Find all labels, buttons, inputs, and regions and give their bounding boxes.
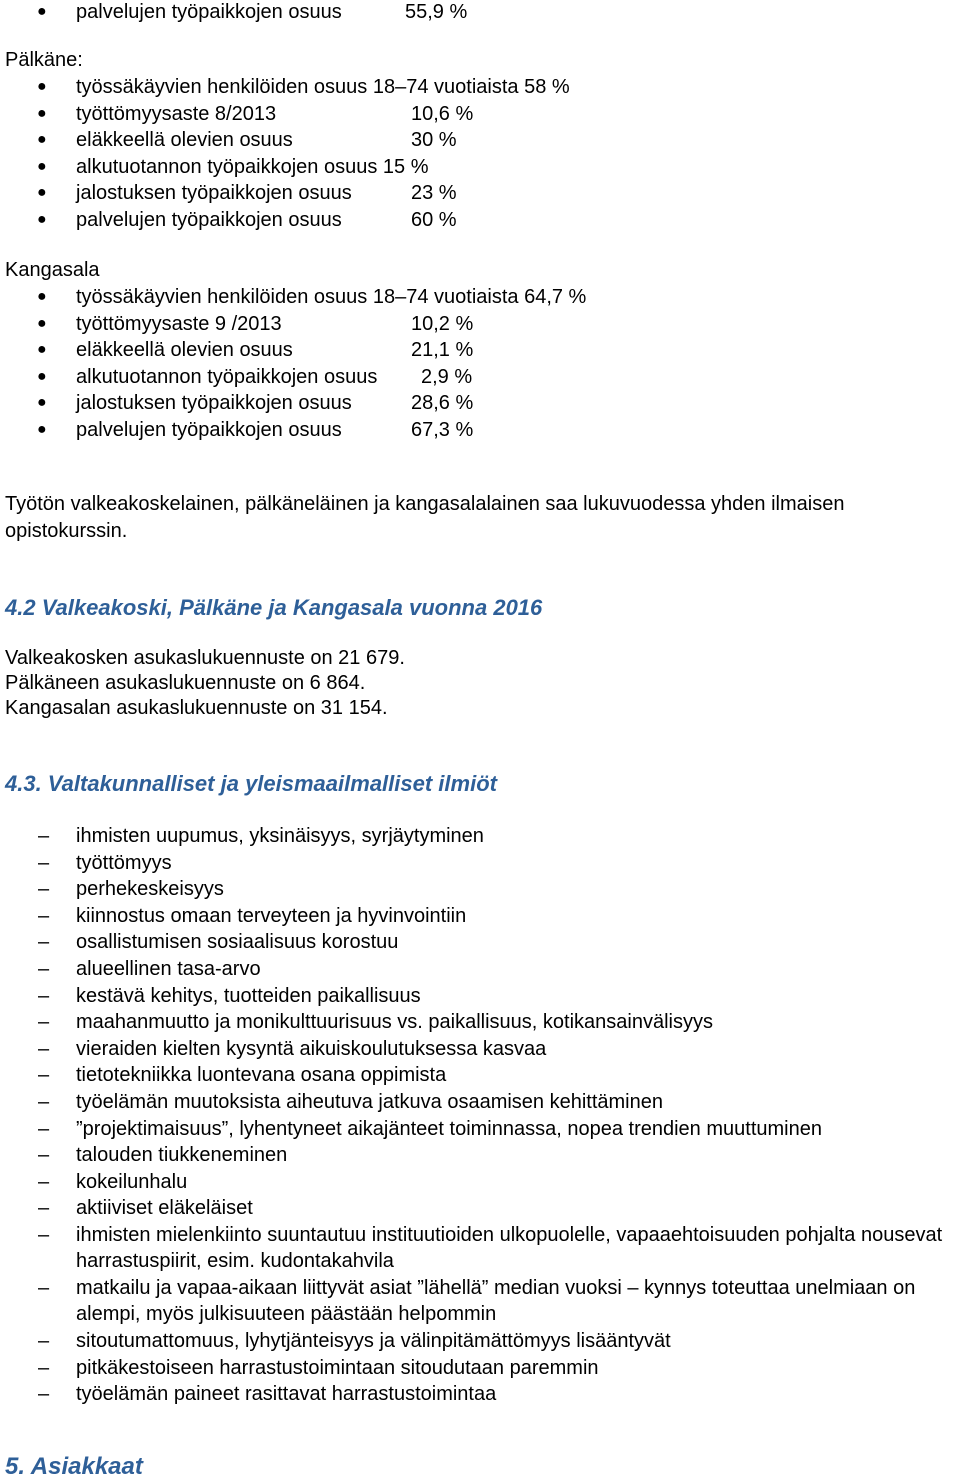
bullet-icon: ● xyxy=(37,78,47,95)
bullet-icon: ● xyxy=(37,104,47,122)
dash-icon: – xyxy=(38,1144,50,1167)
bullet-icon: ● xyxy=(37,3,47,20)
dash-icon: – xyxy=(38,1383,50,1406)
bullet-icon: ● xyxy=(37,157,47,175)
dash-icon: – xyxy=(38,1117,50,1140)
dash-icon: – xyxy=(38,904,50,927)
section-42-title: 4.2 Valkeakoski, Pälkäne ja Kangasala vuonna 2016 xyxy=(5,595,543,620)
list-item: – kestävä kehitys, tuotteiden paikallisuus xyxy=(0,983,960,1010)
kangasala-heading: Kangasala xyxy=(5,259,100,281)
list-item: – maahanmuutto ja monikulttuurisuus vs. paikallisuus, kotikansainvälisyys xyxy=(0,1009,960,1036)
list-item: – perhekeskeisyys xyxy=(0,876,960,903)
bullet-icon: ● xyxy=(37,184,47,202)
palkane-list xyxy=(0,74,960,234)
list-item: – kiinnostus omaan terveyteen ja hyvinvointiin xyxy=(0,903,960,930)
list-item: – vieraiden kielten kysyntä aikuiskoulutuksessa kasvaa xyxy=(0,1036,960,1063)
bullet-icon: ● xyxy=(37,394,47,412)
dash-icon: – xyxy=(38,957,50,980)
dash-icon: – xyxy=(38,1011,50,1034)
bullet-icon: ● xyxy=(37,314,47,332)
dash-icon: – xyxy=(38,1276,50,1299)
list-item: ● työttömyysaste 9 /2013 10,2 % xyxy=(0,311,960,338)
list-item: – työelämän muutoksista aiheutuva jatkuva osaamisen kehittäminen xyxy=(0,1089,960,1116)
bullet-icon: ● xyxy=(37,367,47,385)
forecast-line: Kangasalan asukaslukuennuste on 31 154. xyxy=(5,697,388,719)
list-item: – osallistumisen sosiaalisuus korostuu xyxy=(0,929,960,956)
list-item: ● työssäkäyvien henkilöiden osuus 18–74 vuotiaista 58 % xyxy=(0,74,960,101)
list-item: ● eläkkeellä olevien osuus 21,1 % xyxy=(0,337,960,364)
list-item: ● palvelujen työpaikkojen osuus 60 % xyxy=(0,207,960,234)
dash-icon: – xyxy=(38,1356,50,1379)
list-item: ● jalostuksen työpaikkojen osuus 28,6 % xyxy=(0,390,960,417)
list-item: – talouden tiukkeneminen xyxy=(0,1142,960,1169)
dash-icon: – xyxy=(38,851,50,874)
section-42-body xyxy=(5,645,945,720)
dash-icon: – xyxy=(38,825,50,847)
forecast-line: Pälkäneen asukaslukuennuste on 6 864. xyxy=(5,672,366,694)
dash-icon: – xyxy=(38,984,50,1007)
list-item: ● työssäkäyvien henkilöiden osuus 18–74 vuotiaista 64,7 % xyxy=(0,284,960,311)
bullet-icon: ● xyxy=(37,288,47,305)
list-item: – tietotekniikka luontevana osana oppimista xyxy=(0,1062,960,1089)
list-item: – pitkäkestoiseen harrastustoimintaan sitoudutaan paremmin xyxy=(0,1355,960,1382)
list-item: – ihmisten mielenkiinto suuntautuu instituutioiden ulkopuolelle, vapaaehtoisuuden pohjalta nousevat harrastuspiirit, esim. kudontakahvila xyxy=(38,1223,943,1273)
list-item: – työttömyys xyxy=(0,850,960,877)
dash-icon: – xyxy=(38,1329,50,1352)
phenomena-list xyxy=(0,823,960,1408)
list-item: – alueellinen tasa-arvo xyxy=(0,956,960,983)
section-43-title: 4.3. Valtakunnalliset ja yleismaailmalliset ilmiöt xyxy=(5,771,497,796)
list-item: ● palvelujen työpaikkojen osuus 67,3 % xyxy=(0,417,960,444)
list-item: ● eläkkeellä olevien osuus 30 % xyxy=(0,127,960,154)
palkane-heading: Pälkäne: xyxy=(5,49,83,71)
dash-icon: – xyxy=(38,1223,50,1246)
bullet-icon: ● xyxy=(37,210,47,228)
dash-icon: – xyxy=(38,931,50,954)
dash-icon: – xyxy=(38,1090,50,1113)
list-item: ● alkutuotannon työpaikkojen osuus 2,9 % xyxy=(0,364,960,391)
dash-icon: – xyxy=(38,1064,50,1087)
list-item: – sitoutumattomuus, lyhytjänteisyys ja välinpitämättömyys lisääntyvät xyxy=(0,1328,960,1355)
list-item: – aktiiviset eläkeläiset xyxy=(0,1195,960,1222)
list-item: ● jalostuksen työpaikkojen osuus 23 % xyxy=(0,180,960,207)
list-item: – työelämän paineet rasittavat harrastustoimintaa xyxy=(0,1381,960,1408)
section-5-title: 5. Asiakkaat xyxy=(5,1453,143,1480)
forecast-line: Valkeakosken asukaslukuennuste on 21 679. xyxy=(5,647,405,669)
list-item: – ”projektimaisuus”, lyhentyneet aikajänteet toiminnassa, nopea trendien muuttuminen xyxy=(0,1116,960,1143)
bullet-icon: ● xyxy=(37,341,47,359)
bullet-icon: ● xyxy=(37,420,47,438)
list-item: – ihmisten uupumus, yksinäisyys, syrjäytyminen xyxy=(0,823,960,850)
top-list xyxy=(0,0,960,26)
list-item: ● palvelujen työpaikkojen osuus 55,9 % xyxy=(0,0,960,26)
list-item: – kokeilunhalu xyxy=(0,1169,960,1196)
kangasala-list xyxy=(0,284,960,444)
bullet-icon: ● xyxy=(37,131,47,149)
list-item: ● alkutuotannon työpaikkojen osuus 15 % xyxy=(0,154,960,181)
dash-icon: – xyxy=(38,1197,50,1220)
list-item: – matkailu ja vapaa-aikaan liittyvät asiat ”lähellä” median vuoksi – kynnys toteuttaa unelmiaan on alempi, myös julkisuuteen päästään helpommin xyxy=(38,1276,916,1326)
dash-icon: – xyxy=(38,1037,50,1060)
list-item: ● työttömyysaste 8/2013 10,6 % xyxy=(0,101,960,128)
opistokurssi-paragraph: Työtön valkeakoskelainen, pälkäneläinen ja kangasalalainen saa lukuvuodessa yhden ilmaisen opistokurssin. xyxy=(5,493,845,542)
dash-icon: – xyxy=(38,878,50,901)
dash-icon: – xyxy=(38,1170,50,1193)
